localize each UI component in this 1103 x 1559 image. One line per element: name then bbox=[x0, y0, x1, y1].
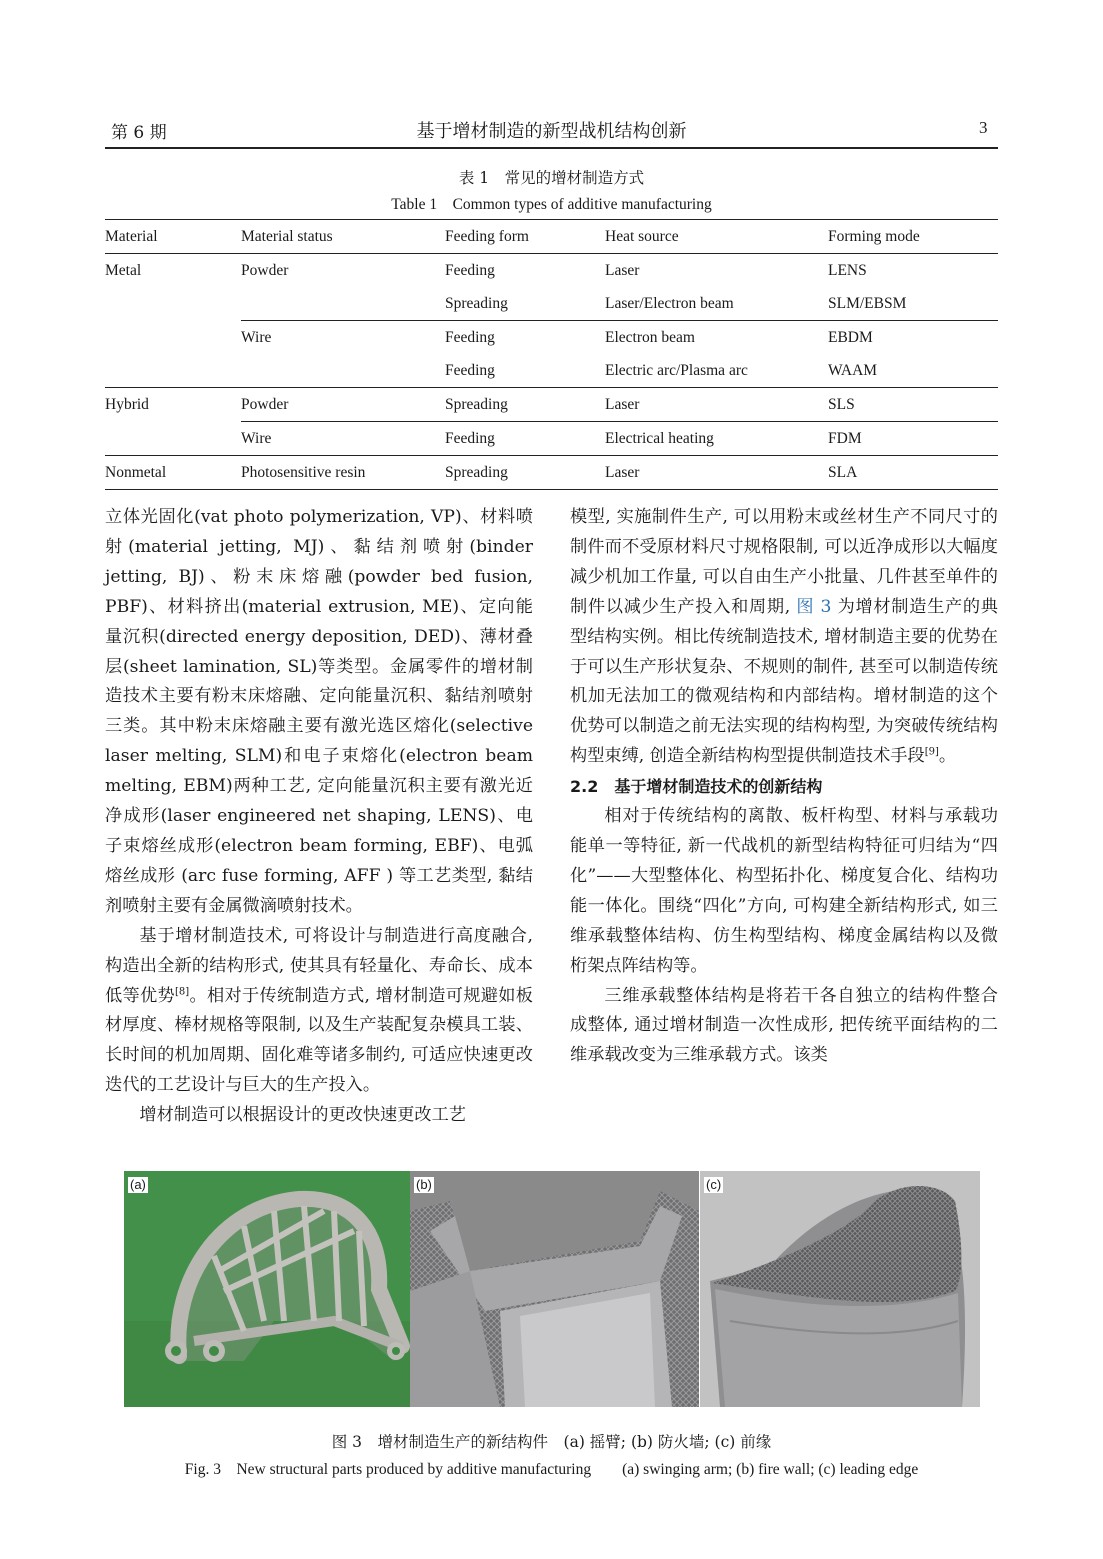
journal-issue: 第 6 期 bbox=[111, 123, 167, 143]
table-cell: Feeding bbox=[445, 361, 495, 379]
table-cell: SLA bbox=[828, 456, 998, 490]
table-cell: Electrical heating bbox=[605, 422, 828, 456]
paragraph-text: 模型, 实施制件生产, 可以用粉末或丝材生产不同尺寸的制件而不受原材料尺寸规格限制, 可以近净成形以大幅度减少机加工作量, 可以自由生产小批量、几件甚至单件的制件以减少生产投入和周期, bbox=[570, 507, 998, 617]
table-header-row bbox=[105, 220, 998, 254]
table-cell: Feeding bbox=[445, 422, 605, 456]
table-cell: EBDM bbox=[828, 321, 998, 355]
table-caption-en: Table 1 Common types of additive manufacturing bbox=[391, 196, 712, 213]
table-cell: Laser bbox=[605, 261, 640, 279]
column-header: Heat source bbox=[605, 220, 828, 254]
table-cell: Metal bbox=[105, 261, 142, 279]
paragraph: 相对于传统结构的离散、板杆构型、材料与承载功能单一等特征, 新一代战机的新型结构特征可归结为“四化”——大型整体化、构型拓扑化、梯度复合化、结构功能一体化。围绕“四化”方向, 可构建全新结构形式, 如三维承载整体结构、仿生构型结构、梯度金属结构以及微桁架点阵结构等。 bbox=[570, 806, 998, 976]
figure-caption-cn: 图 3 增材制造生产的新结构件 (a) 摇臂; (b) 防火墙; (c) 前缘 bbox=[331, 1433, 772, 1451]
table-cell: Electric arc/Plasma arc bbox=[605, 361, 748, 379]
table-cell: Powder bbox=[241, 261, 289, 279]
table-cell: Laser/Electron beam bbox=[605, 294, 734, 312]
table-row bbox=[105, 354, 998, 388]
table-cell: Wire bbox=[241, 321, 445, 355]
paragraph-text: 。 bbox=[938, 746, 957, 767]
table-cell bbox=[241, 287, 445, 321]
table-row bbox=[105, 456, 998, 490]
table-row bbox=[105, 254, 998, 288]
figure-link[interactable]: 图 3 bbox=[796, 596, 832, 617]
figure-panel-a bbox=[124, 1171, 410, 1407]
paragraph bbox=[570, 503, 998, 772]
table-cell bbox=[105, 287, 241, 321]
table-cell bbox=[105, 422, 241, 456]
section-heading: 2.2 基于增材制造技术的创新结构 bbox=[570, 777, 823, 797]
table-cell: Electron beam bbox=[605, 321, 828, 355]
swinging-arm-photo bbox=[124, 1171, 410, 1407]
table-cell: WAAM bbox=[828, 361, 878, 379]
table-cell: Wire bbox=[241, 422, 445, 456]
paragraph-text: 。相对于传统制造方式, 增材制造可规避如板材厚度、棒材规格等限制, 以及生产装配复杂模具工装、长时间的机加周期、固化难等诸多制约, 可适应快速更改迭代的工艺设计与巨大的生产投入。 bbox=[105, 985, 533, 1096]
table-cell: Nonmetal bbox=[105, 456, 241, 490]
table-cell: Powder bbox=[241, 388, 445, 422]
paragraph: 立体光固化(vat photo polymerization, VP)、材料喷射(material jetting, MJ)、黏结剂喷射(binder jetting, BJ)、粉末床熔融(powder bed fusion, PBF)、材料挤出(material extrusion, ME)、定向能量沉积(directed energy deposition, DED)、薄材叠层(sheet lamination, SL)等类型。金属零件的增材制造技术主要有粉末床熔融、定向能量沉积、黏结剂喷射三类。其中粉末床熔融主要有激光选区熔化(selective laser melting, SLM)和电子束熔化(electron beam melting, EBM)两种工艺, 定向能量沉积主要有激光近净成形(laser engineered net shaping, LENS)、电子束熔丝成形(electron beam forming, EBF)、电弧熔丝成形 (arc fuse forming, AFF ) 等工艺类型, 黏结剂喷射主要有金属微滴喷射技术。 bbox=[105, 507, 533, 916]
table-row bbox=[105, 287, 998, 321]
leading-edge-photo bbox=[700, 1171, 980, 1407]
table-cell: FDM bbox=[828, 422, 998, 456]
table-cell: Feeding bbox=[445, 261, 495, 279]
paragraph-text: 为增材制造生产的典型结构实例。相比传统制造技术, 增材制造主要的优势在于可以生产形状复杂、不规则的制件, 甚至可以制造传统机加无法加工的微观结构和内部结构。增材制造的这个优势可以制造之前无法实现的结构构型, 为突破传统结构构型束缚, 创造全新结构构型提供制造技术手段 bbox=[570, 596, 998, 767]
table-cell: Laser bbox=[605, 388, 828, 422]
table-cell: SLS bbox=[828, 388, 998, 422]
paragraph: 三维承载整体结构是将若干各自独立的结构件整合成整体, 通过增材制造一次性成形, 把传统平面结构的二维承载改变为三维承载方式。该类 bbox=[570, 985, 998, 1066]
table-cell: Spreading bbox=[445, 456, 605, 490]
page-number: 3 bbox=[979, 118, 988, 137]
paragraph: 增材制造可以根据设计的更改快速更改工艺 bbox=[139, 1105, 466, 1126]
table-cell: Spreading bbox=[445, 388, 605, 422]
left-column bbox=[105, 503, 533, 1131]
table-row bbox=[105, 321, 998, 355]
column-header: Feeding form bbox=[445, 220, 605, 254]
table-cell bbox=[241, 354, 445, 388]
citation: [8] bbox=[175, 985, 190, 997]
table-cell bbox=[105, 354, 241, 388]
table-cell bbox=[105, 321, 241, 355]
running-title: 基于增材制造的新型战机结构创新 bbox=[416, 121, 687, 142]
table-cell: Photosensitive resin bbox=[241, 456, 445, 490]
fire-wall-photo bbox=[410, 1171, 699, 1407]
figure-panel-b bbox=[410, 1171, 699, 1407]
panel-label: (c) bbox=[706, 1177, 722, 1192]
paragraph bbox=[105, 922, 533, 1101]
right-column bbox=[570, 503, 998, 1071]
figure-caption-en: Fig. 3 New structural parts produced by additive manufacturing (a) swinging arm; (b) fire wall; (c) leading edge bbox=[184, 1461, 919, 1478]
table-cell: LENS bbox=[828, 261, 867, 279]
table-cell: Feeding bbox=[445, 321, 605, 355]
table-caption-cn: 表 1 常见的增材制造方式 bbox=[458, 169, 645, 187]
table-cell: Laser bbox=[605, 456, 828, 490]
paragraph-text: 基于增材制造技术, 可将设计与制造进行高度融合, 构造出全新的结构形式, 使其具有轻量化、寿命长、成本低等优势 bbox=[105, 925, 533, 1006]
table-row bbox=[105, 388, 998, 422]
table-cell: SLM/EBSM bbox=[828, 294, 907, 312]
table-cell: Spreading bbox=[445, 294, 508, 312]
citation: [9] bbox=[924, 746, 939, 758]
column-header: Forming mode bbox=[828, 220, 998, 254]
column-header: Material status bbox=[241, 220, 445, 254]
additive-manufacturing-table bbox=[105, 219, 998, 490]
table-row bbox=[105, 422, 998, 456]
column-header: Material bbox=[105, 220, 241, 254]
figure-panel-c bbox=[700, 1171, 980, 1407]
header-rule bbox=[105, 147, 998, 149]
panel-label: (b) bbox=[416, 1177, 432, 1192]
table-cell: Hybrid bbox=[105, 388, 241, 422]
panel-label: (a) bbox=[130, 1177, 146, 1192]
